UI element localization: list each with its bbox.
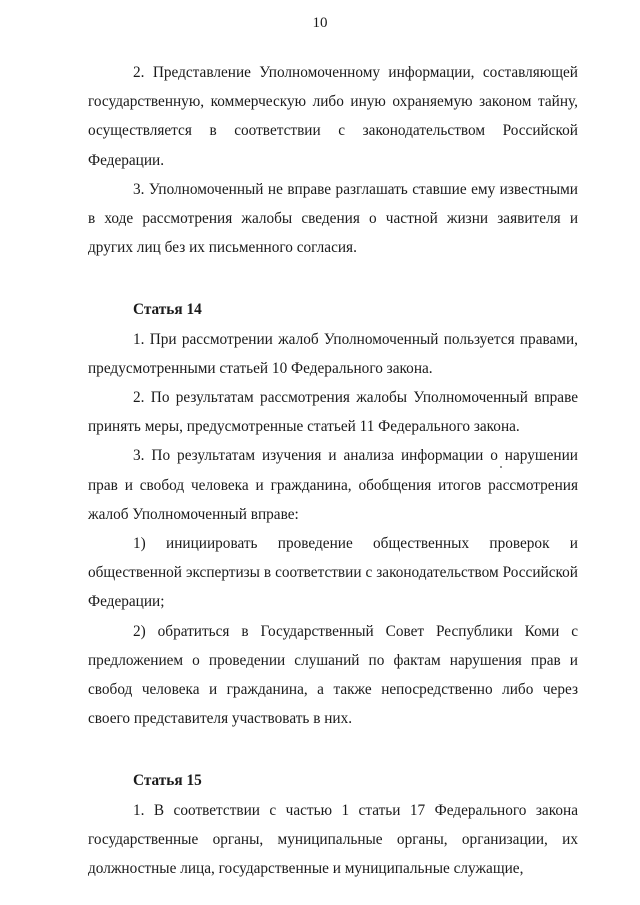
list-item: 1) инициировать проведение общественных проверок и общественной экспертизы в соответствии с законодательством Российской Федерации; — [88, 535, 578, 611]
paragraph: 2. Представление Уполномоченному информации, составляющей государственную, коммерческую либо иную охраняемую законом тайну, осуществляется в соответствии с законодательством Российской Федерации. — [88, 64, 578, 169]
article-15 — [88, 766, 578, 883]
paragraph: 3. По результатам изучения и анализа информации о нарушении прав и свобод человека и гражданина, обобщения итогов рассмотрения жалоб Уполномоченный вправе: — [88, 447, 578, 523]
paragraph: 1. При рассмотрении жалоб Уполномоченный пользуется правами, предусмотренными статьей 10 Федерального закона. — [88, 330, 578, 377]
page-number: 10 — [312, 15, 328, 31]
list-item: 2) обратиться в Государственный Совет Республики Коми с предложением о проведении слушаний по фактам нарушения прав и свобод человека и гражданина, а также непосредственно либо через своего представителя участвовать в них. — [88, 622, 578, 728]
paragraph: 2. По результатам рассмотрения жалобы Уполномоченный вправе принять меры, предусмотренные статьей 11 Федерального закона. — [88, 389, 578, 436]
scan-speck — [500, 466, 502, 468]
spacer — [88, 262, 578, 295]
document-body — [88, 58, 578, 883]
paragraph: 3. Уполномоченный не вправе разглашать ставшие ему известными в ходе рассмотрения жалобы сведения о частной жизни заявителя и других лиц без их письменного согласия. — [88, 180, 578, 257]
spacer — [88, 733, 578, 766]
paragraph: 1. В соответствии с частью 1 статьи 17 Федерального закона государственные органы, муниципальные органы, организации, их должностные лица, государственные и муниципальные служащие, — [88, 801, 578, 878]
article-14 — [88, 295, 578, 733]
article-heading: Статья 15 — [133, 772, 202, 790]
article-heading: Статья 14 — [133, 301, 202, 319]
